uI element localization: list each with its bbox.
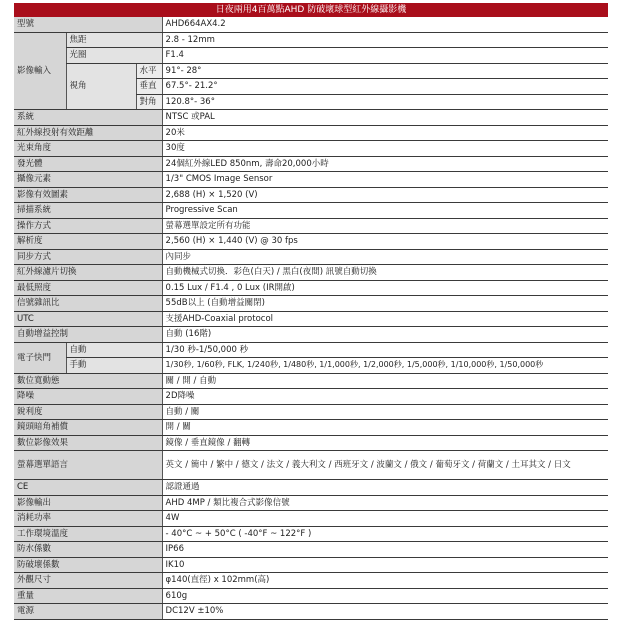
table-row [14,420,608,436]
row-label: 手動 [66,358,162,374]
row-value: 20米 [162,125,608,141]
row-value: DC12V ±10% [162,604,608,620]
row-value: 1/30 秒-1/50,000 秒 [162,342,608,358]
sheet-title: 日夜兩用4百萬點AHD 防破壞球型紅外線攝影機 [14,3,608,17]
table-row [14,17,608,32]
row-label: 自動增益控制 [14,327,162,343]
row-label: 對角 [136,94,162,110]
row-value: IK10 [162,557,608,573]
row-label: 信號雜訊比 [14,296,162,312]
table-row [14,203,608,219]
row-label: 降噪 [14,389,162,405]
row-value: 610g [162,588,608,604]
row-label: 光束角度 [14,141,162,157]
row-label: 消耗功率 [14,511,162,527]
row-label: 發光體 [14,156,162,172]
row-value: 鏡像 / 垂直鏡像 / 翻轉 [162,435,608,451]
table-row [14,249,608,265]
table-row [14,296,608,312]
table-row [14,511,608,527]
row-value: AHD664AX4.2 [162,17,608,32]
row-label: 攝像元素 [14,172,162,188]
row-label: 數位影像效果 [14,435,162,451]
table-row [14,125,608,141]
row-value: 內同步 [162,249,608,265]
row-label: CE [14,480,162,496]
row-value: NTSC 或PAL [162,110,608,126]
row-value: 螢幕選單設定所有功能 [162,218,608,234]
row-value: 認證通過 [162,480,608,496]
table-row [14,526,608,542]
table-row [14,342,608,358]
row-label: 防破壞係數 [14,557,162,573]
row-value: φ140(直徑) x 102mm(高) [162,573,608,589]
table-row [14,557,608,573]
row-value: 自動機械式切換．彩色(白天) / 黑白(夜間) 訊號自動切換 [162,265,608,281]
table-row [14,48,608,64]
table-row [14,311,608,327]
table-row [14,588,608,604]
row-value: 2,688 (H) × 1,520 (V) [162,187,608,203]
subgroup-label: 視角 [66,63,136,110]
row-value: 支援AHD-Coaxial protocol [162,311,608,327]
table-row [14,63,608,79]
row-value: 2.8 - 12mm [162,32,608,48]
row-label: 型號 [14,17,162,32]
row-label: 紅外線投射有效距離 [14,125,162,141]
table-row [14,327,608,343]
row-value: IP66 [162,542,608,558]
row-label: 影像輸出 [14,495,162,511]
row-label: 光圈 [66,48,162,64]
row-label: 焦距 [66,32,162,48]
table-row [14,32,608,48]
row-value: 自動 (16階) [162,327,608,343]
row-label: 外觀尺寸 [14,573,162,589]
table-row [14,218,608,234]
row-value: 0.15 Lux / F1.4 , 0 Lux (IR開啟) [162,280,608,296]
row-value: 開 / 關 [162,420,608,436]
row-label: 重量 [14,588,162,604]
group-label: 影像輸入 [14,32,66,110]
row-label: 銳利度 [14,404,162,420]
row-value: 2,560 (H) × 1,440 (V) @ 30 fps [162,234,608,250]
table-row [14,172,608,188]
row-value: 2D降噪 [162,389,608,405]
row-label: 螢幕選單語言 [14,451,162,480]
table-row [14,404,608,420]
row-label: 解析度 [14,234,162,250]
row-value: Progressive Scan [162,203,608,219]
group-label: 電子快門 [14,342,66,373]
table-row [14,573,608,589]
row-value: 120.8°- 36° [162,94,608,110]
row-value: AHD 4MP / 類比複合式影像信號 [162,495,608,511]
table-row [14,280,608,296]
table-row [14,141,608,157]
row-value: 1/30秒, 1/60秒, FLK, 1/240秒, 1/480秒, 1/1,000秒, 1/2,000秒, 1/5,000秒, 1/10,000秒, 1/50,000秒 [162,358,608,374]
row-label: 水平 [136,63,162,79]
row-value: F1.4 [162,48,608,64]
row-label: UTC [14,311,162,327]
table-row [14,480,608,496]
row-label: 自動 [66,342,162,358]
row-label: 系統 [14,110,162,126]
row-value: 91°- 28° [162,63,608,79]
table-row [14,265,608,281]
row-value: 24個紅外線LED 850nm, 壽命20,000小時 [162,156,608,172]
row-label: 垂直 [136,79,162,95]
table-row [14,110,608,126]
table-row [14,234,608,250]
table-row [14,358,608,374]
row-label: 掃描系統 [14,203,162,219]
row-value: - 40°C ~ + 50°C ( -40°F ~ 122°F ) [162,526,608,542]
row-label: 防水係數 [14,542,162,558]
table-row [14,156,608,172]
row-value: 關 / 開 / 自動 [162,373,608,389]
row-label: 電源 [14,604,162,620]
row-label: 紅外線濾片切換 [14,265,162,281]
table-row [14,451,608,480]
row-value: 1/3" CMOS Image Sensor [162,172,608,188]
table-row [14,604,608,620]
spec-sheet [14,3,608,620]
spec-table [14,17,608,620]
table-row [14,389,608,405]
row-label: 最低照度 [14,280,162,296]
row-value: 67.5°- 21.2° [162,79,608,95]
table-row [14,373,608,389]
row-label: 影像有效圖素 [14,187,162,203]
table-row [14,435,608,451]
row-label: 工作環境溫度 [14,526,162,542]
row-label: 鏡頭暗角補償 [14,420,162,436]
row-value: 英文 / 簡中 / 繁中 / 德文 / 法文 / 義大利文 / 西班牙文 / 波蘭文 / 俄文 / 葡萄牙文 / 荷蘭文 / 土耳其文 / 日文 [162,451,608,480]
table-row [14,495,608,511]
row-value: 55dB以上 (自動增益關閉) [162,296,608,312]
table-row [14,187,608,203]
row-label: 同步方式 [14,249,162,265]
row-value: 自動 / 關 [162,404,608,420]
row-value: 4W [162,511,608,527]
row-value: 30度 [162,141,608,157]
table-row [14,542,608,558]
row-label: 數位寬動態 [14,373,162,389]
row-label: 操作方式 [14,218,162,234]
